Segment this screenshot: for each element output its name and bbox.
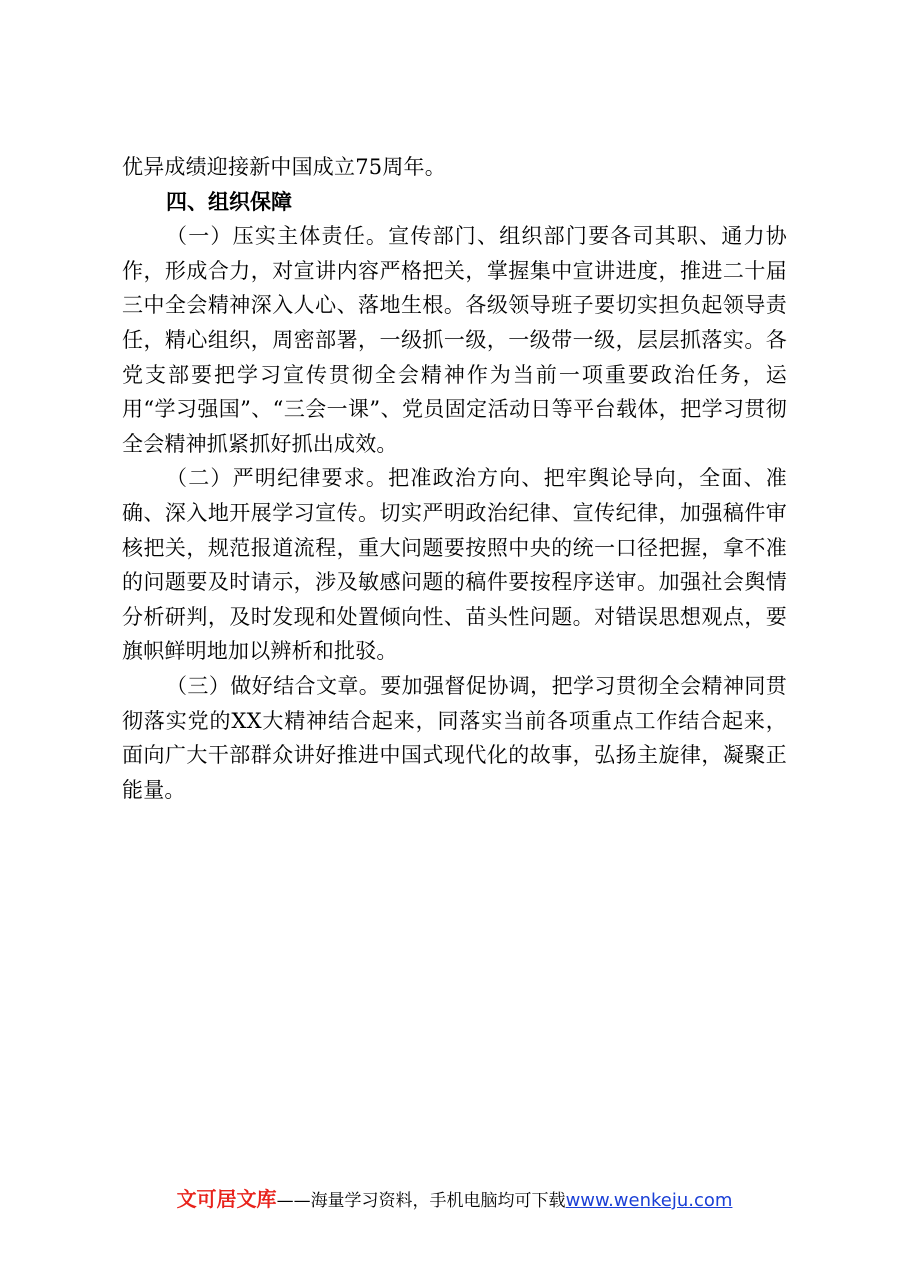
footer-slogan: ——海量学习资料，手机电脑均可下载 xyxy=(276,1191,566,1211)
paragraph-responsibility: （一）压实主体责任。宣传部门、组织部门要各司其职、通力协作，形成合力，对宣讲内容严格把关，掌握集中宣讲进度，推进二十届三中全会精神深入人心、落地生根。各级领导班子要切实担负起领导责任，精心组织，周密部署，一级抓一级，一级带一级，层层抓落实。各党支部要把学习宣传贯彻全会精神作为当前一项重要政治任务，运用“学习强国”、“三会一课”、党员固定活动日等平台载体，把学习贯彻全会精神抓紧抓好抓出成效。 xyxy=(122,224,787,456)
footer-brand: 文可居文库 xyxy=(176,1187,277,1211)
intro-line: 优异成绩迎接新中国成立75周年。 xyxy=(122,155,446,179)
section-heading: 四、组织保障 xyxy=(166,189,292,214)
footer-link[interactable]: www.wenkeju.com xyxy=(565,1190,733,1211)
paragraph-discipline: （二）严明纪律要求。把准政治方向、把牢舆论导向，全面、准确、深入地开展学习宣传。切实严明政治纪律、宣传纪律，加强稿件审核把关，规范报道流程，重大问题要按照中央的统一口径把握，拿不准的问题要及时请示，涉及敏感问题的稿件要按程序送审。加强社会舆情分析研判，及时发现和处置倾向性、苗头性问题。对错误思想观点，要旗帜鲜明地加以辨析和批驳。 xyxy=(122,466,787,664)
paragraph-integration: （三）做好结合文章。要加强督促协调，把学习贯彻全会精神同贯彻落实党的XX大精神结合起来，同落实当前各项重点工作结合起来，面向广大干部群众讲好推进中国式现代化的故事，弘扬主旋律，凝聚正能量。 xyxy=(122,673,787,802)
footer-banner xyxy=(0,1183,909,1212)
document-body xyxy=(122,150,787,807)
